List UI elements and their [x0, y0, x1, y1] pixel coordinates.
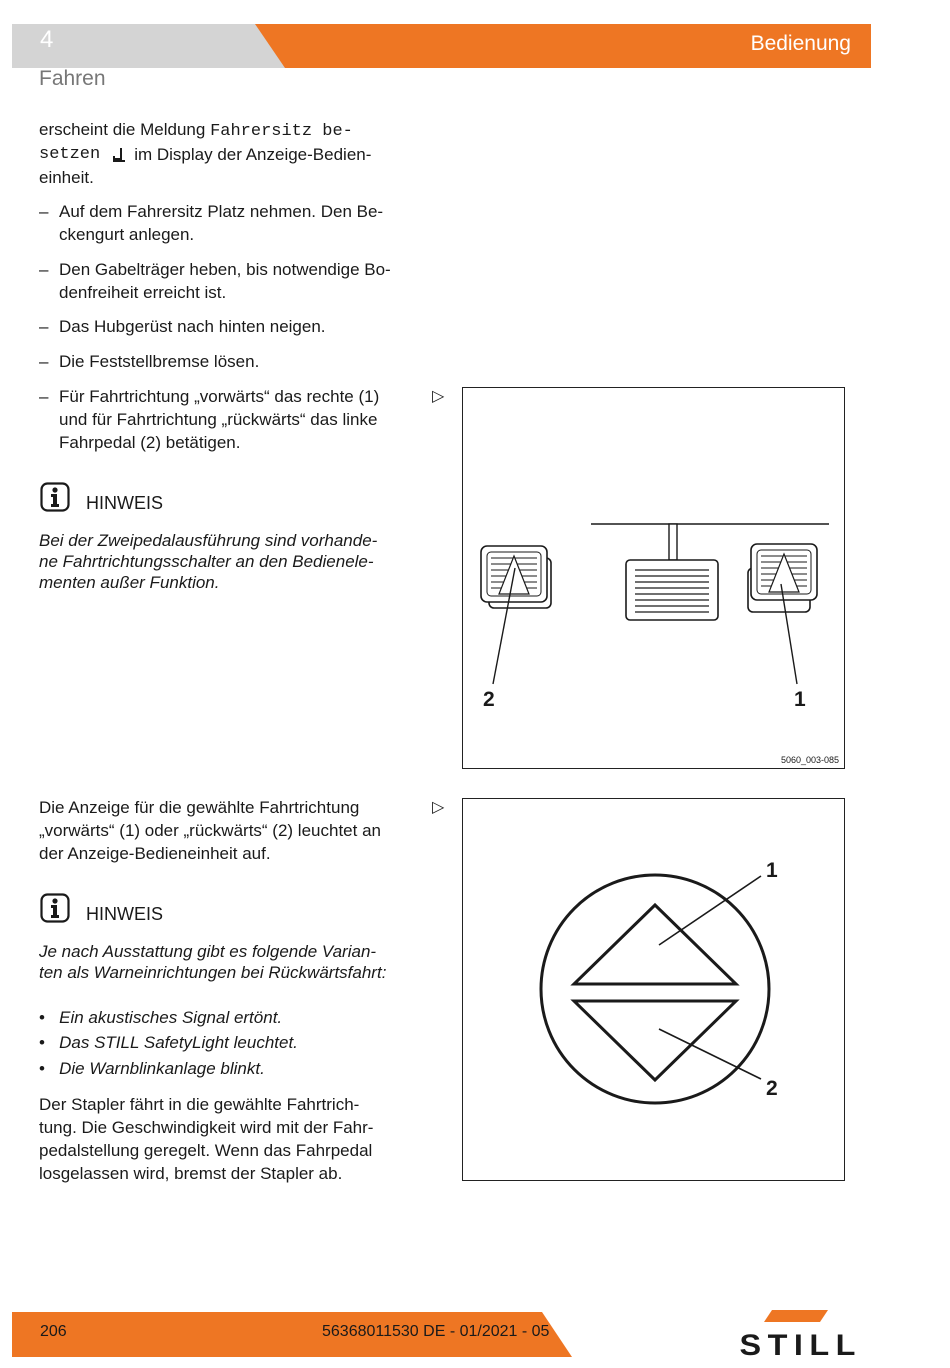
list-item: • Ein akustisches Signal ertönt.	[39, 1008, 283, 1027]
figure-reference-marker: ▷	[432, 799, 445, 816]
label-reverse: 2	[766, 1077, 778, 1100]
note-body: Je nach Ausstattung gibt es folgende Varian- ten als Warneinrichtungen bei Rückwärtsfahrt:	[39, 942, 387, 982]
seat-icon	[110, 146, 128, 164]
label-right-pedal: 1	[794, 688, 806, 711]
subsection-title: Fahren	[39, 67, 106, 90]
page-number: 206	[40, 1323, 67, 1340]
direction-display-figure	[462, 798, 845, 1181]
still-logo-mark	[710, 1306, 880, 1360]
pedal-figure	[462, 387, 845, 769]
chapter-number: 4	[40, 26, 54, 53]
display-message-cont: setzen	[39, 145, 101, 164]
direction-display-drawing	[463, 799, 843, 1179]
figure-reference-marker: ▷	[432, 388, 445, 405]
list-item: • Die Warnblinkanlage blinkt.	[39, 1059, 265, 1078]
step-item: – Das Hubgerüst nach hinten neigen.	[39, 317, 326, 336]
step-item: – Die Feststellbremse lösen.	[39, 352, 260, 371]
note-body: Bei der Zweipedalausführung sind vorhande- ne Fahrtrichtungsschalter an den Bedienele- menten außer Funktion.	[39, 531, 378, 592]
section-title: Bedienung	[750, 32, 851, 55]
label-forward: 1	[766, 859, 778, 882]
note-heading: HINWEIS	[86, 493, 164, 513]
svg-text:STILL: STILL	[739, 1328, 862, 1360]
display-paragraph: Die Anzeige für die gewählte Fahrtrichtung „vorwärts“ (1) oder „rückwärts“ (2) leuchtet an der Anzeige-Bedieneinheit auf.	[39, 798, 381, 863]
info-icon	[40, 893, 70, 923]
pedal-drawing	[463, 388, 843, 767]
label-left-pedal: 2	[483, 688, 495, 711]
step-item: – Auf dem Fahrersitz Platz nehmen. Den Be- ckengurt anlegen.	[39, 202, 384, 244]
note-heading: HINWEIS	[86, 904, 164, 924]
closing-paragraph: Der Stapler fährt in die gewählte Fahrtrich- tung. Die Geschwindigkeit wird mit der Fahr- pedalstellung geregelt. Wenn das Fahrpedal losgelassen wird, bremst der Stapler ab.	[39, 1095, 374, 1183]
step-item: – Für Fahrtrichtung „vorwärts“ das rechte (1) und für Fahrtrichtung „rückwärts“ das linke Fahrpedal (2) betätigen.	[39, 387, 380, 452]
intro-paragraph: erscheint die Meldung Fahrersitz be- setzen im Display der Anzeige-Bedien- einheit.	[39, 120, 372, 187]
document-reference: 56368011530 DE - 01/2021 - 05	[322, 1323, 550, 1340]
info-icon	[40, 482, 70, 512]
display-message: Fahrersitz be-	[210, 122, 353, 141]
figure-code: 5060_003-085	[780, 755, 839, 765]
step-item: – Den Gabelträger heben, bis notwendige Bo- denfreiheit erreicht ist.	[39, 260, 391, 302]
still-logo	[710, 1306, 880, 1365]
list-item: • Das STILL SafetyLight leuchtet.	[39, 1033, 298, 1052]
